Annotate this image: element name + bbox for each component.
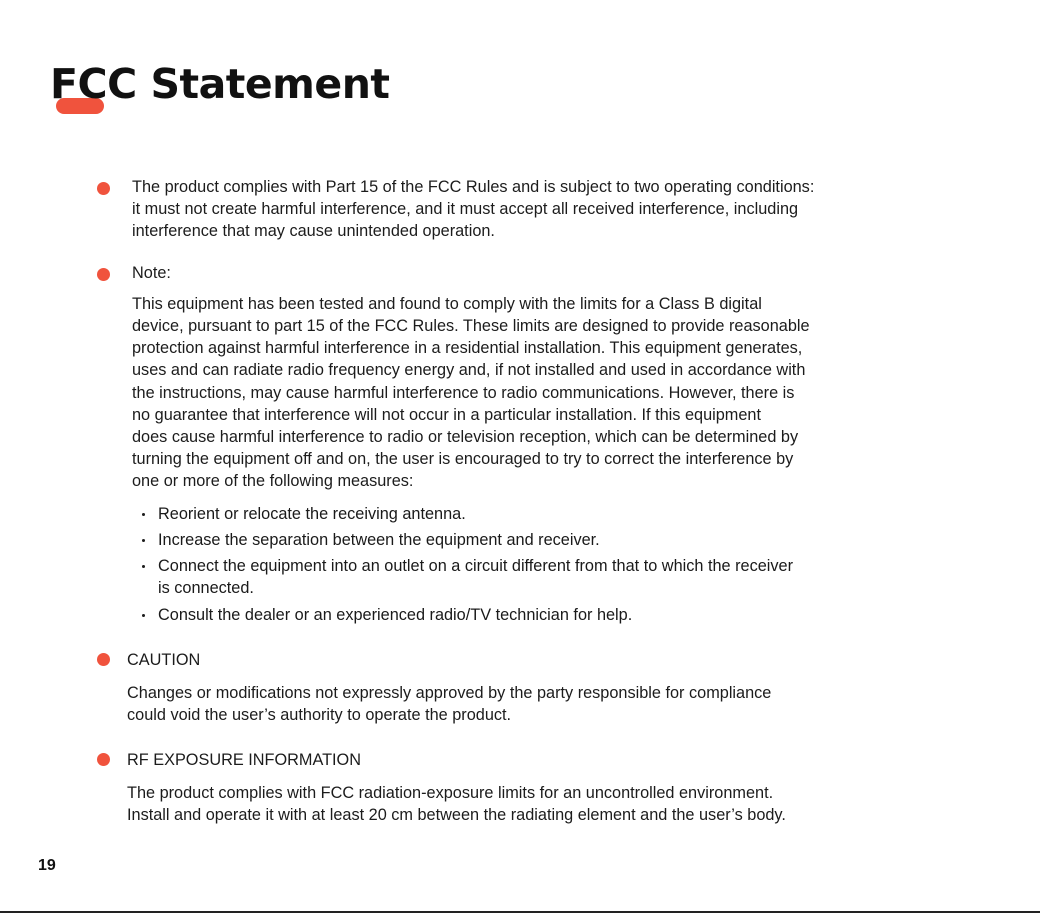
paragraph-line: no guarantee that interference will not occur in a particular installation. If this equipment xyxy=(132,406,761,424)
paragraph-line: device, pursuant to part 15 of the FCC Rules. These limits are designed to provide reasonable xyxy=(132,317,810,335)
list-item-text: Reorient or relocate the receiving antenna. xyxy=(158,505,466,523)
small-bullet-icon xyxy=(142,614,145,617)
bullet-dot-icon xyxy=(97,268,110,281)
section-heading: CAUTION xyxy=(127,651,201,669)
page-number: 19 xyxy=(38,857,56,874)
paragraph-line: turning the equipment off and on, the user is encouraged to try to correct the interference by xyxy=(132,450,794,468)
paragraph-line: could void the user’s authority to operate the product. xyxy=(127,706,512,724)
list-item-text: Consult the dealer or an experienced radio/TV technician for help. xyxy=(158,606,633,624)
paragraph-line: it must not create harmful interference, and it must accept all received interference, including xyxy=(132,200,799,218)
small-bullet-icon xyxy=(142,539,145,542)
paragraph-line: does cause harmful interference to radio or television reception, which can be determined by xyxy=(132,428,799,446)
section-heading: Note: xyxy=(132,264,171,282)
paragraph-line: uses and can radiate radio frequency energy and, if not installed and used in accordance with xyxy=(132,361,806,379)
paragraph-line: one or more of the following measures: xyxy=(132,472,414,490)
paragraph-line: The product complies with FCC radiation-exposure limits for an uncontrolled environment. xyxy=(127,784,774,802)
section-heading: RF EXPOSURE INFORMATION xyxy=(127,751,361,769)
paragraph-line: protection against harmful interference in a residential installation. This equipment generates, xyxy=(132,339,803,357)
bottom-divider xyxy=(0,911,1040,913)
list-item-text-continued: is connected. xyxy=(158,579,254,597)
paragraph-line: The product complies with Part 15 of the FCC Rules and is subject to two operating conditions: xyxy=(132,178,815,196)
small-bullet-icon xyxy=(142,513,145,516)
list-item-text: Connect the equipment into an outlet on a circuit different from that to which the receiver xyxy=(158,557,794,575)
paragraph-line: interference that may cause unintended operation. xyxy=(132,222,495,240)
title-block xyxy=(50,58,389,110)
paragraph-line: This equipment has been tested and found to comply with the limits for a Class B digital xyxy=(132,295,762,313)
paragraph-line: Install and operate it with at least 20 cm between the radiating element and the user’s body. xyxy=(127,806,786,824)
page-title: FCC Statement xyxy=(50,60,390,108)
small-bullet-icon xyxy=(142,565,145,568)
bullet-dot-icon xyxy=(97,753,110,766)
bullet-dot-icon xyxy=(97,182,110,195)
list-item-text: Increase the separation between the equipment and receiver. xyxy=(158,531,600,549)
paragraph-line: Changes or modifications not expressly approved by the party responsible for compliance xyxy=(127,684,772,702)
paragraph-line: the instructions, may cause harmful interference to radio communications. However, there is xyxy=(132,384,795,402)
bullet-dot-icon xyxy=(97,653,110,666)
